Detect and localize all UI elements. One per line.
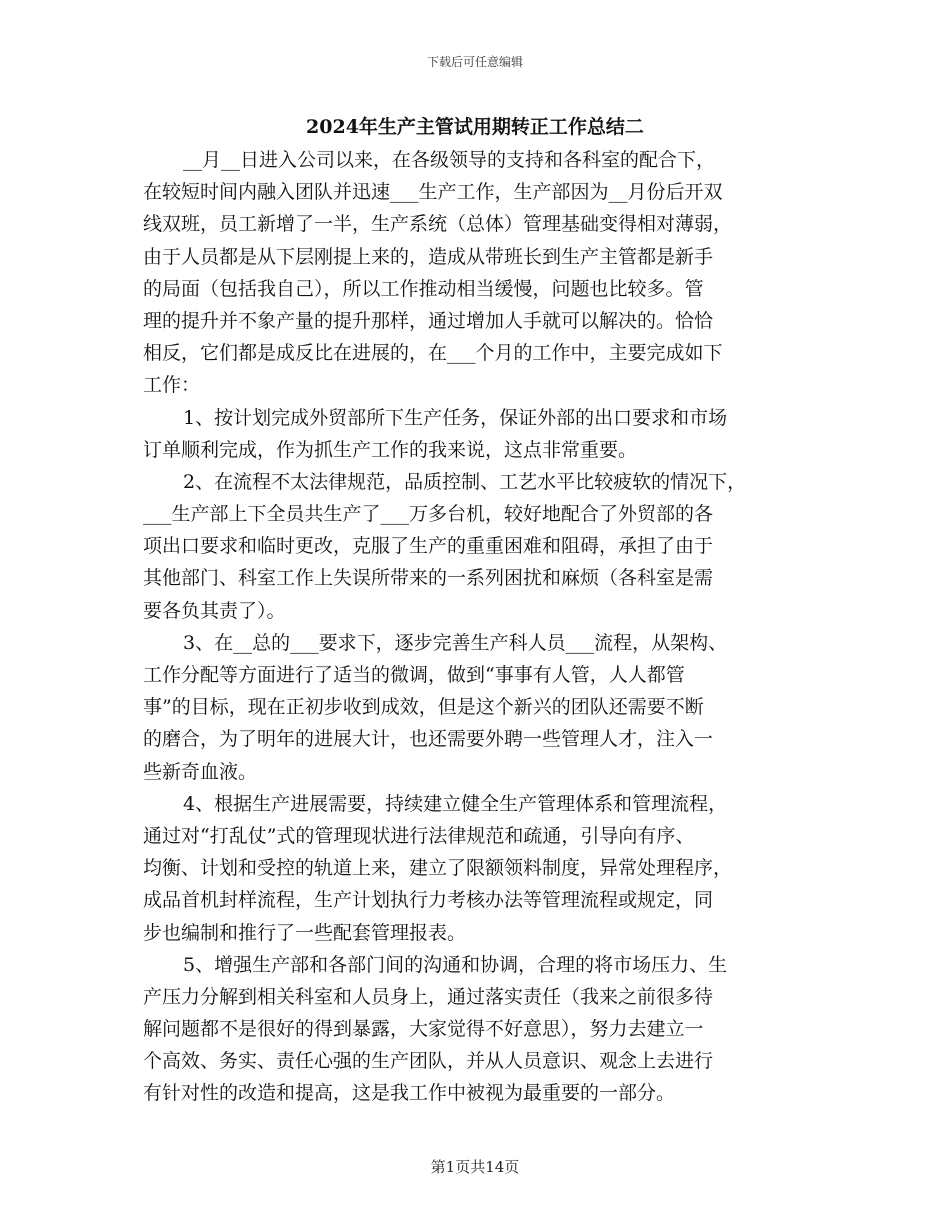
body-line: 其他部门、科室工作上失误所带来的一系列困扰和麻烦（各科室是需 (143, 567, 714, 590)
body-line: 相反，它们都是成反比在进展的，在___个月的工作中，主要完成如下 (143, 342, 723, 365)
page-number: 第1页共14页 (430, 1158, 520, 1176)
body-line: 有针对性的改造和提高，这是我工作中被视为最重要的一部分。 (143, 1082, 676, 1105)
body-line: 工作： (143, 374, 201, 397)
body-line: 1、按计划完成外贸部所下生产任务，保证外部的出口要求和市场 (183, 406, 728, 429)
body-line: 产压力分解到相关科室和人员身上，通过落实责任（我来之前很多待 (143, 985, 714, 1008)
body-line: ___生产部上下全员共生产了___万多台机，较好地配合了外贸部的各 (143, 503, 714, 526)
body-line: 3、在__总的___要求下，逐步完善生产科人员___流程，从架构、 (183, 631, 728, 654)
body-line: 线双班，员工新增了一半，生产系统（总体）管理基础变得相对薄弱， (143, 213, 733, 236)
body-line: 订单顺利完成，作为抓生产工作的我来说，这点非常重要。 (143, 438, 638, 461)
body-line: 5、增强生产部和各部门间的沟通和协调，合理的将市场压力、生 (183, 953, 728, 976)
body-line: 的局面（包括我自己），所以工作推动相当缓慢，问题也比较多。管 (143, 277, 704, 300)
body-line: 解问题都不是很好的得到暴露，大家觉得不好意思），努力去建立一 (143, 1018, 704, 1041)
body-line: 工作分配等方面进行了适当的微调，做到“事事有人管，人人都管 (143, 664, 685, 686)
page-header-note: 下载后可任意编辑 (426, 55, 523, 69)
body-line: 理的提升并不象产量的提升那样，通过增加人手就可以解决的。恰恰 (143, 309, 714, 332)
body-line: 步也编制和推行了一些配套管理报表。 (143, 921, 467, 944)
document-title: 2024年生产主管试用期转正工作总结二 (306, 116, 644, 138)
body-line: 个高效、务实、责任心强的生产团队，并从人员意识、观念上去进行 (143, 1050, 714, 1073)
body-line: 事”的目标，现在正初步收到成效，但是这个新兴的团队还需要不断 (143, 696, 704, 719)
body-line: 均衡、计划和受控的轨道上来，建立了限额领料制度，异常处理程序， (143, 857, 733, 880)
document-body (143, 144, 819, 1110)
body-line: 成品首机封样流程，生产计划执行力考核办法等管理流程或规定，同 (143, 889, 714, 912)
body-line: 要各负其责了）。 (143, 599, 286, 622)
body-line: __月__日进入公司以来，在各级领导的支持和各科室的配合下， (183, 149, 716, 171)
body-line: 4、根据生产进展需要，持续建立健全生产管理体系和管理流程， (183, 792, 728, 815)
body-line: 通过对“打乱仗”式的管理现状进行法律规范和疏通，引导向有序、 (143, 824, 695, 847)
body-line: 项出口要求和临时更改，克服了生产的重重困难和阻碍，承担了由于 (143, 535, 714, 558)
body-line: 在较短时间内融入团队并迅速___生产工作，生产部因为__月份后开双 (143, 181, 723, 204)
body-line: 2、在流程不太法律规范，品质控制、工艺水平比较疲软的情况下， (183, 470, 747, 493)
body-line: 由于人员都是从下层刚提上来的，造成从带班长到生产主管都是新手 (143, 245, 714, 268)
body-line: 的磨合，为了明年的进展大计，也还需要外聘一些管理人才，注入一 (143, 728, 714, 751)
body-line: 些新奇血液。 (143, 760, 258, 783)
